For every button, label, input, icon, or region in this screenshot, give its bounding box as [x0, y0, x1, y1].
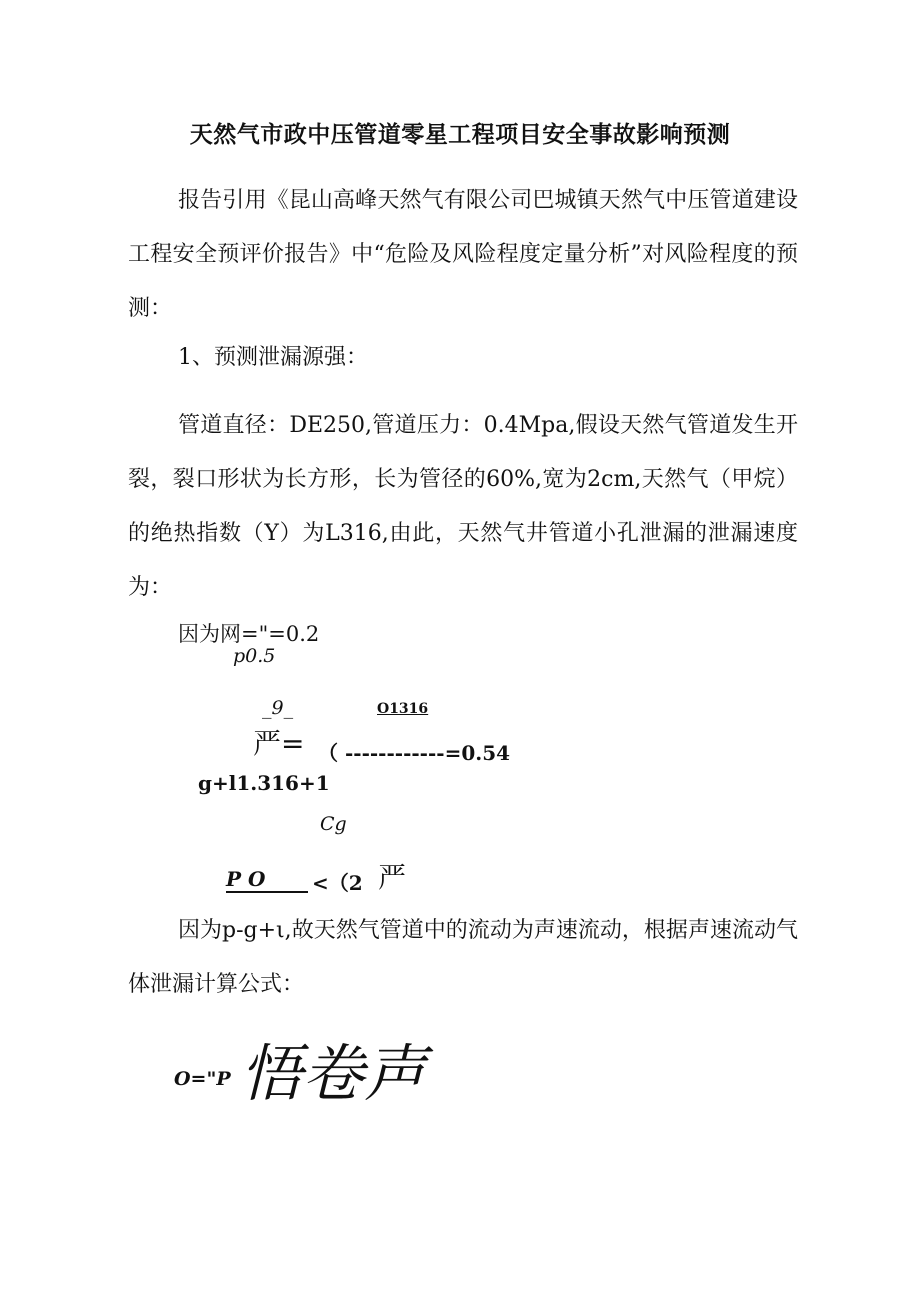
formula-fraction-top-left: _9_ [262, 697, 294, 719]
formula-line-1: 因为网="=0.2 [178, 622, 320, 646]
formula-line-2: p0.5 [233, 645, 276, 667]
parameters-paragraph: 管道直径：DE250,管道压力：0.4Mpa,假设天然气管道发生开裂，裂口形状为长方形，长为管径的60%,宽为2cm,天然气（甲烷）的绝热指数（Y）为L316,由此，天然气井管道小孔泄漏的泄漏速度为： [128, 413, 798, 600]
formula-po-tail: <（2 [312, 871, 363, 895]
formula-main-glyph: 严= [253, 727, 305, 760]
formula-main-rest: （ ------------=0.54 [318, 741, 511, 765]
formula-po-glyph: 严 [378, 861, 407, 894]
final-formula-glyphs: 悟卷声 [240, 1037, 427, 1110]
intro-paragraph: 报告引用《昆山高峰天然气有限公司巴城镇天然气中压管道建设工程安全预评价报告》中“危险及风险程度定量分析”对风险程度的预测： [128, 188, 798, 321]
formula-po-label: P O [226, 867, 308, 893]
section-heading: 1、预测泄漏源强： [178, 345, 368, 370]
page-title: 天然气市政中压管道零星工程项目安全事故影响预测 [189, 122, 731, 148]
conclusion-paragraph: 因为p-g+ι,故天然气管道中的流动为声速流动，根据声速流动气体泄漏计算公式： [128, 918, 798, 997]
formula-cg: Cg [320, 813, 347, 835]
formula-denominator: g+l1.316+1 [198, 771, 330, 795]
formula-fraction-top-right: O1316 [377, 701, 429, 717]
final-formula-label: O="P [174, 1068, 231, 1090]
